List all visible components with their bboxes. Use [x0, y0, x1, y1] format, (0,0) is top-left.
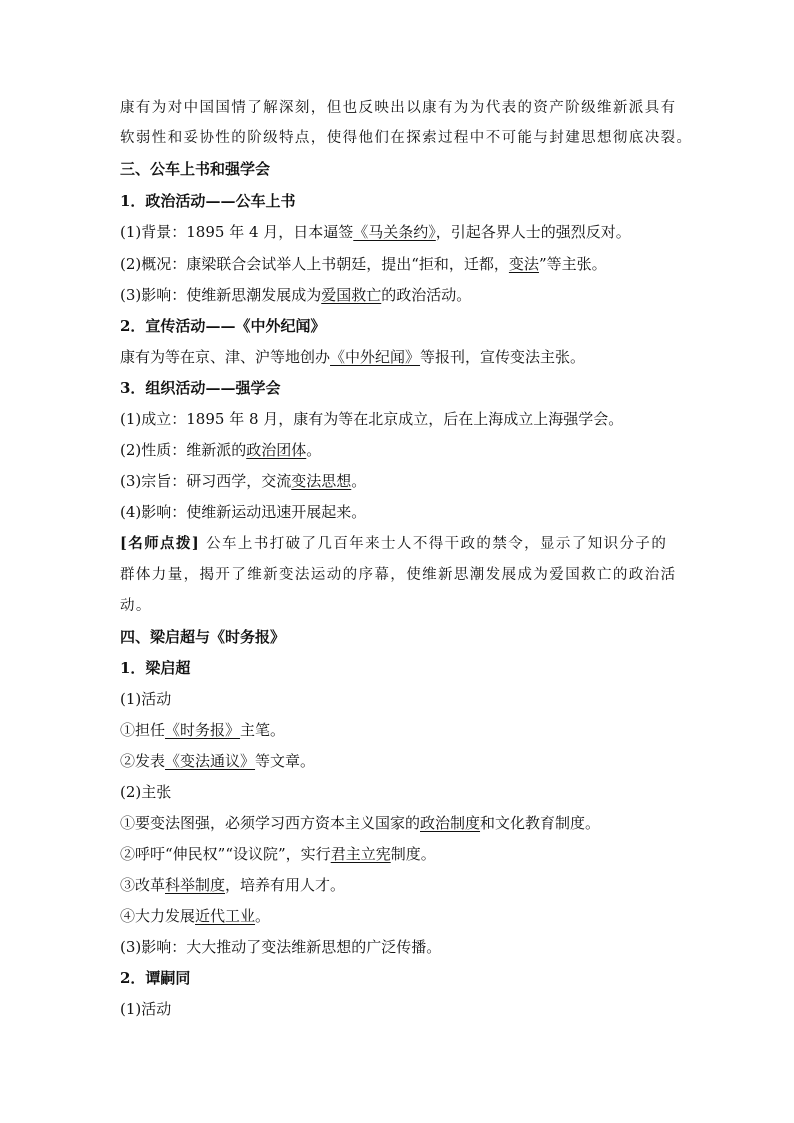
text: ④大力发展 — [120, 907, 196, 925]
text: (2)概况：康梁联合会试举人上书朝廷，提出“拒和，迁都， — [120, 255, 509, 273]
text: 。 — [255, 907, 271, 925]
text: ②发表 — [120, 752, 166, 770]
text: 动。 — [120, 598, 152, 614]
underlined-term: 爱国救亡 — [321, 286, 382, 304]
text: 等文章。 — [255, 752, 316, 770]
underlined-term: 科举制度 — [165, 876, 226, 894]
heading-text: 2．宣传活动——《中外纪闻》 — [120, 317, 326, 335]
text: (2)性质：维新派的 — [120, 441, 247, 459]
underlined-term: 政治团体 — [246, 441, 307, 459]
underlined-term: 变法思想 — [291, 472, 352, 490]
text: 等报刊，宣传变法主张。 — [420, 348, 586, 366]
text: ②呼吁“伸民权”“设议院”，实行 — [120, 845, 331, 863]
underlined-term: 《变法通议》 — [165, 752, 256, 770]
list-item — [120, 440, 700, 460]
list-item — [120, 409, 700, 429]
tip-label: [名师点拨] — [120, 535, 201, 552]
text: (1)活动 — [120, 690, 172, 708]
list-item — [120, 689, 700, 709]
text: 。 — [306, 441, 322, 459]
underlined-term: 变法 — [508, 255, 539, 273]
text: ①要变法图强，必须学习西方资本主义国家的 — [120, 814, 421, 832]
text: 康有为等在京、津、沪等地创办 — [120, 348, 331, 366]
text: (1)活动 — [120, 1000, 172, 1018]
text: 的政治活动。 — [381, 286, 472, 304]
list-item — [120, 720, 700, 740]
text: (4)影响：使维新运动迅速开展起来。 — [120, 503, 367, 521]
text: (2)主张 — [120, 783, 172, 801]
text: ，培养有用人才。 — [225, 876, 346, 894]
text: 软弱性和妥协性的阶级特点，使得他们在探索过程中不可能与封建思想彻底决裂。 — [120, 130, 693, 146]
text: ，引起各界人士的强烈反对。 — [435, 223, 631, 241]
tip-line — [120, 534, 700, 554]
list-item — [120, 999, 700, 1019]
underlined-term: 君主立宪 — [330, 845, 391, 863]
underlined-term: 政治制度 — [420, 814, 481, 832]
subsection-heading — [120, 968, 700, 988]
subsection-heading — [120, 658, 700, 678]
list-item — [120, 937, 700, 957]
heading-text: 四、梁启超与《时务报》 — [120, 628, 286, 646]
list-item — [120, 813, 700, 833]
underlined-term: 近代工业 — [195, 907, 256, 925]
list-item — [120, 844, 700, 864]
subsection-heading — [120, 191, 700, 211]
text: ③改革 — [120, 876, 166, 894]
underlined-term: 《马关条约》 — [353, 223, 436, 241]
heading-text: 三、公车上书和强学会 — [120, 160, 271, 178]
subsection-heading — [120, 316, 700, 336]
underlined-term: 《时务报》 — [165, 721, 241, 739]
list-item — [120, 906, 700, 926]
list-item — [120, 222, 700, 242]
list-item — [120, 502, 700, 522]
text: (1)背景：1895 年 4 月，日本逼签 — [120, 223, 354, 241]
section-heading — [120, 627, 700, 647]
text: 主笔。 — [240, 721, 286, 739]
text: (1)成立：1895 年 8 月，康有为等在北京成立，后在上海成立上海强学会。 — [120, 410, 624, 428]
paragraph-line — [120, 347, 700, 367]
subsection-heading — [120, 378, 700, 398]
paragraph-line — [120, 98, 700, 118]
text: ”等主张。 — [538, 255, 607, 273]
text: 康有为对中国国情了解深刻，但也反映出以康有为为代表的资产阶级维新派具有 — [120, 100, 677, 116]
tip-line — [120, 596, 700, 616]
text: 和文化教育制度。 — [480, 814, 601, 832]
text: 公车上书打破了几百年来士人不得干政的禁令，显示了知识分子的 — [200, 536, 668, 552]
text: (3)宗旨：研习西学，交流 — [120, 472, 292, 490]
text: (3)影响：大大推动了变法维新思想的广泛传播。 — [120, 938, 442, 956]
paragraph-line — [120, 128, 700, 148]
underlined-term: 《中外纪闻》 — [330, 348, 421, 366]
text: (3)影响：使维新思潮发展成为 — [120, 286, 322, 304]
tip-line — [120, 565, 700, 585]
heading-text: 1．政治活动——公车上书 — [120, 192, 296, 210]
list-item — [120, 782, 700, 802]
heading-text: 2．谭嗣同 — [120, 969, 191, 987]
list-item — [120, 285, 700, 305]
heading-text: 1．梁启超 — [120, 659, 191, 677]
text: 制度。 — [390, 845, 436, 863]
section-heading — [120, 159, 700, 179]
list-item — [120, 471, 700, 491]
list-item — [120, 254, 700, 274]
list-item — [120, 751, 700, 771]
text: 。 — [351, 472, 367, 490]
list-item — [120, 875, 700, 895]
text: ①担任 — [120, 721, 166, 739]
heading-text: 3．组织活动——强学会 — [120, 379, 281, 397]
text: 群体力量，揭开了维新变法运动的序幕，使维新思潮发展成为爱国救亡的政治活 — [120, 567, 677, 583]
